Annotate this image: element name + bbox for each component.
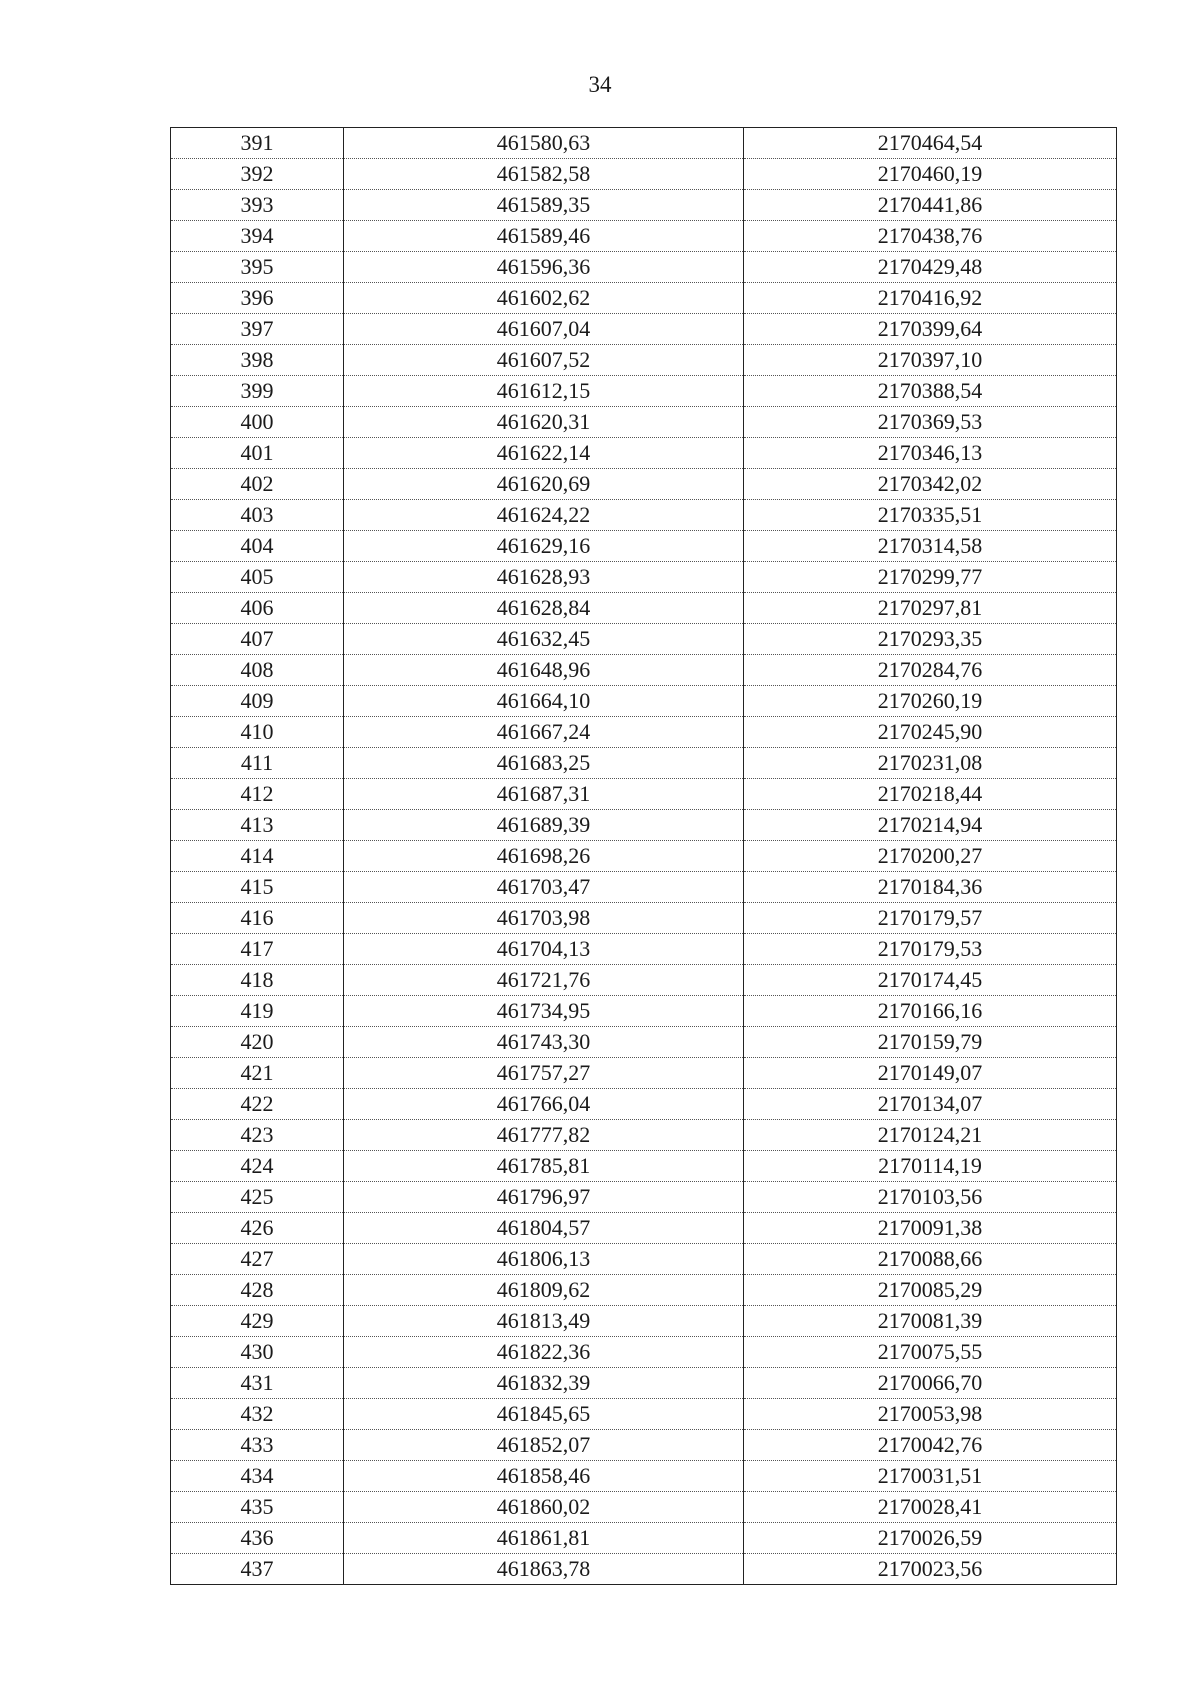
point-number-cell: 398 xyxy=(171,345,344,376)
table-row xyxy=(171,314,1117,345)
table-row xyxy=(171,190,1117,221)
x-coordinate-cell: 461703,98 xyxy=(344,903,744,934)
y-coordinate-cell: 2170042,76 xyxy=(744,1430,1117,1461)
point-number-cell: 423 xyxy=(171,1120,344,1151)
table-row xyxy=(171,128,1117,159)
y-coordinate-cell: 2170299,77 xyxy=(744,562,1117,593)
table-row xyxy=(171,934,1117,965)
point-number-cell: 417 xyxy=(171,934,344,965)
table-row xyxy=(171,562,1117,593)
table-row xyxy=(171,1492,1117,1523)
y-coordinate-cell: 2170031,51 xyxy=(744,1461,1117,1492)
point-number-cell: 419 xyxy=(171,996,344,1027)
x-coordinate-cell: 461743,30 xyxy=(344,1027,744,1058)
point-number-cell: 430 xyxy=(171,1337,344,1368)
point-number-cell: 435 xyxy=(171,1492,344,1523)
x-coordinate-cell: 461766,04 xyxy=(344,1089,744,1120)
x-coordinate-cell: 461858,46 xyxy=(344,1461,744,1492)
point-number-cell: 409 xyxy=(171,686,344,717)
y-coordinate-cell: 2170134,07 xyxy=(744,1089,1117,1120)
table-row xyxy=(171,779,1117,810)
y-coordinate-cell: 2170149,07 xyxy=(744,1058,1117,1089)
table-row xyxy=(171,283,1117,314)
x-coordinate-cell: 461734,95 xyxy=(344,996,744,1027)
table-row xyxy=(171,1275,1117,1306)
y-coordinate-cell: 2170297,81 xyxy=(744,593,1117,624)
point-number-cell: 411 xyxy=(171,748,344,779)
table-row xyxy=(171,1244,1117,1275)
x-coordinate-cell: 461580,63 xyxy=(344,128,744,159)
y-coordinate-cell: 2170179,57 xyxy=(744,903,1117,934)
y-coordinate-cell: 2170028,41 xyxy=(744,1492,1117,1523)
y-coordinate-cell: 2170085,29 xyxy=(744,1275,1117,1306)
x-coordinate-cell: 461632,45 xyxy=(344,624,744,655)
table-row xyxy=(171,1430,1117,1461)
point-number-cell: 396 xyxy=(171,283,344,314)
point-number-cell: 414 xyxy=(171,841,344,872)
y-coordinate-cell: 2170053,98 xyxy=(744,1399,1117,1430)
point-number-cell: 406 xyxy=(171,593,344,624)
y-coordinate-cell: 2170026,59 xyxy=(744,1523,1117,1554)
x-coordinate-cell: 461628,84 xyxy=(344,593,744,624)
y-coordinate-cell: 2170260,19 xyxy=(744,686,1117,717)
table-row xyxy=(171,1368,1117,1399)
page-number: 34 xyxy=(588,72,612,97)
x-coordinate-cell: 461698,26 xyxy=(344,841,744,872)
point-number-cell: 436 xyxy=(171,1523,344,1554)
point-number-cell: 432 xyxy=(171,1399,344,1430)
x-coordinate-cell: 461620,69 xyxy=(344,469,744,500)
table-row xyxy=(171,1058,1117,1089)
x-coordinate-cell: 461622,14 xyxy=(344,438,744,469)
table-row xyxy=(171,1554,1117,1585)
y-coordinate-cell: 2170081,39 xyxy=(744,1306,1117,1337)
y-coordinate-cell: 2170369,53 xyxy=(744,407,1117,438)
table-row xyxy=(171,1399,1117,1430)
point-number-cell: 401 xyxy=(171,438,344,469)
x-coordinate-cell: 461822,36 xyxy=(344,1337,744,1368)
point-number-cell: 416 xyxy=(171,903,344,934)
x-coordinate-cell: 461861,81 xyxy=(344,1523,744,1554)
y-coordinate-cell: 2170429,48 xyxy=(744,252,1117,283)
x-coordinate-cell: 461785,81 xyxy=(344,1151,744,1182)
x-coordinate-cell: 461620,31 xyxy=(344,407,744,438)
y-coordinate-cell: 2170284,76 xyxy=(744,655,1117,686)
table-row xyxy=(171,1151,1117,1182)
x-coordinate-cell: 461687,31 xyxy=(344,779,744,810)
x-coordinate-cell: 461804,57 xyxy=(344,1213,744,1244)
table-row xyxy=(171,1182,1117,1213)
y-coordinate-cell: 2170174,45 xyxy=(744,965,1117,996)
x-coordinate-cell: 461596,36 xyxy=(344,252,744,283)
table-row xyxy=(171,531,1117,562)
table-row xyxy=(171,593,1117,624)
table-row xyxy=(171,1120,1117,1151)
point-number-cell: 391 xyxy=(171,128,344,159)
y-coordinate-cell: 2170066,70 xyxy=(744,1368,1117,1399)
y-coordinate-cell: 2170159,79 xyxy=(744,1027,1117,1058)
point-number-cell: 400 xyxy=(171,407,344,438)
y-coordinate-cell: 2170214,94 xyxy=(744,810,1117,841)
x-coordinate-cell: 461796,97 xyxy=(344,1182,744,1213)
table-row xyxy=(171,748,1117,779)
table-row xyxy=(171,407,1117,438)
y-coordinate-cell: 2170416,92 xyxy=(744,283,1117,314)
x-coordinate-cell: 461602,62 xyxy=(344,283,744,314)
y-coordinate-cell: 2170023,56 xyxy=(744,1554,1117,1585)
table-row xyxy=(171,500,1117,531)
x-coordinate-cell: 461628,93 xyxy=(344,562,744,593)
x-coordinate-cell: 461809,62 xyxy=(344,1275,744,1306)
table-row xyxy=(171,996,1117,1027)
table-row xyxy=(171,1089,1117,1120)
y-coordinate-cell: 2170088,66 xyxy=(744,1244,1117,1275)
table-row xyxy=(171,686,1117,717)
table-row xyxy=(171,1306,1117,1337)
point-number-cell: 394 xyxy=(171,221,344,252)
x-coordinate-cell: 461607,52 xyxy=(344,345,744,376)
y-coordinate-cell: 2170166,16 xyxy=(744,996,1117,1027)
table-row xyxy=(171,655,1117,686)
point-number-cell: 427 xyxy=(171,1244,344,1275)
x-coordinate-cell: 461777,82 xyxy=(344,1120,744,1151)
table-row xyxy=(171,376,1117,407)
x-coordinate-cell: 461852,07 xyxy=(344,1430,744,1461)
point-number-cell: 395 xyxy=(171,252,344,283)
point-number-cell: 402 xyxy=(171,469,344,500)
y-coordinate-cell: 2170314,58 xyxy=(744,531,1117,562)
x-coordinate-cell: 461863,78 xyxy=(344,1554,744,1585)
y-coordinate-cell: 2170179,53 xyxy=(744,934,1117,965)
x-coordinate-cell: 461703,47 xyxy=(344,872,744,903)
y-coordinate-cell: 2170218,44 xyxy=(744,779,1117,810)
y-coordinate-cell: 2170460,19 xyxy=(744,159,1117,190)
x-coordinate-cell: 461648,96 xyxy=(344,655,744,686)
y-coordinate-cell: 2170103,56 xyxy=(744,1182,1117,1213)
y-coordinate-cell: 2170114,19 xyxy=(744,1151,1117,1182)
table-row xyxy=(171,717,1117,748)
point-number-cell: 403 xyxy=(171,500,344,531)
point-number-cell: 422 xyxy=(171,1089,344,1120)
x-coordinate-cell: 461582,58 xyxy=(344,159,744,190)
x-coordinate-cell: 461612,15 xyxy=(344,376,744,407)
point-number-cell: 412 xyxy=(171,779,344,810)
table-row xyxy=(171,903,1117,934)
x-coordinate-cell: 461813,49 xyxy=(344,1306,744,1337)
point-number-cell: 392 xyxy=(171,159,344,190)
y-coordinate-cell: 2170231,08 xyxy=(744,748,1117,779)
y-coordinate-cell: 2170346,13 xyxy=(744,438,1117,469)
coordinates-table xyxy=(170,127,1117,1585)
point-number-cell: 425 xyxy=(171,1182,344,1213)
point-number-cell: 405 xyxy=(171,562,344,593)
x-coordinate-cell: 461832,39 xyxy=(344,1368,744,1399)
point-number-cell: 399 xyxy=(171,376,344,407)
point-number-cell: 426 xyxy=(171,1213,344,1244)
point-number-cell: 424 xyxy=(171,1151,344,1182)
y-coordinate-cell: 2170293,35 xyxy=(744,624,1117,655)
x-coordinate-cell: 461629,16 xyxy=(344,531,744,562)
table-row xyxy=(171,438,1117,469)
point-number-cell: 420 xyxy=(171,1027,344,1058)
point-number-cell: 410 xyxy=(171,717,344,748)
point-number-cell: 393 xyxy=(171,190,344,221)
point-number-cell: 418 xyxy=(171,965,344,996)
x-coordinate-cell: 461860,02 xyxy=(344,1492,744,1523)
x-coordinate-cell: 461664,10 xyxy=(344,686,744,717)
x-coordinate-cell: 461704,13 xyxy=(344,934,744,965)
y-coordinate-cell: 2170184,36 xyxy=(744,872,1117,903)
y-coordinate-cell: 2170200,27 xyxy=(744,841,1117,872)
y-coordinate-cell: 2170091,38 xyxy=(744,1213,1117,1244)
table-row xyxy=(171,252,1117,283)
y-coordinate-cell: 2170397,10 xyxy=(744,345,1117,376)
table-row xyxy=(171,872,1117,903)
y-coordinate-cell: 2170388,54 xyxy=(744,376,1117,407)
point-number-cell: 408 xyxy=(171,655,344,686)
x-coordinate-cell: 461721,76 xyxy=(344,965,744,996)
table-row xyxy=(171,1337,1117,1368)
coordinates-table-body xyxy=(171,128,1117,1585)
y-coordinate-cell: 2170438,76 xyxy=(744,221,1117,252)
x-coordinate-cell: 461845,65 xyxy=(344,1399,744,1430)
table-row xyxy=(171,1523,1117,1554)
x-coordinate-cell: 461589,35 xyxy=(344,190,744,221)
point-number-cell: 437 xyxy=(171,1554,344,1585)
x-coordinate-cell: 461683,25 xyxy=(344,748,744,779)
table-row xyxy=(171,841,1117,872)
point-number-cell: 407 xyxy=(171,624,344,655)
y-coordinate-cell: 2170335,51 xyxy=(744,500,1117,531)
point-number-cell: 415 xyxy=(171,872,344,903)
point-number-cell: 433 xyxy=(171,1430,344,1461)
table-row xyxy=(171,221,1117,252)
y-coordinate-cell: 2170245,90 xyxy=(744,717,1117,748)
point-number-cell: 413 xyxy=(171,810,344,841)
table-row xyxy=(171,345,1117,376)
table-row xyxy=(171,1213,1117,1244)
point-number-cell: 397 xyxy=(171,314,344,345)
x-coordinate-cell: 461757,27 xyxy=(344,1058,744,1089)
point-number-cell: 421 xyxy=(171,1058,344,1089)
y-coordinate-cell: 2170075,55 xyxy=(744,1337,1117,1368)
point-number-cell: 428 xyxy=(171,1275,344,1306)
table-row xyxy=(171,469,1117,500)
x-coordinate-cell: 461667,24 xyxy=(344,717,744,748)
y-coordinate-cell: 2170399,64 xyxy=(744,314,1117,345)
table-row xyxy=(171,159,1117,190)
table-row xyxy=(171,1461,1117,1492)
x-coordinate-cell: 461607,04 xyxy=(344,314,744,345)
table-row xyxy=(171,965,1117,996)
x-coordinate-cell: 461624,22 xyxy=(344,500,744,531)
y-coordinate-cell: 2170441,86 xyxy=(744,190,1117,221)
table-row xyxy=(171,624,1117,655)
table-row xyxy=(171,810,1117,841)
table-row xyxy=(171,1027,1117,1058)
y-coordinate-cell: 2170124,21 xyxy=(744,1120,1117,1151)
point-number-cell: 431 xyxy=(171,1368,344,1399)
y-coordinate-cell: 2170342,02 xyxy=(744,469,1117,500)
x-coordinate-cell: 461689,39 xyxy=(344,810,744,841)
y-coordinate-cell: 2170464,54 xyxy=(744,128,1117,159)
x-coordinate-cell: 461806,13 xyxy=(344,1244,744,1275)
point-number-cell: 434 xyxy=(171,1461,344,1492)
x-coordinate-cell: 461589,46 xyxy=(344,221,744,252)
point-number-cell: 404 xyxy=(171,531,344,562)
point-number-cell: 429 xyxy=(171,1306,344,1337)
